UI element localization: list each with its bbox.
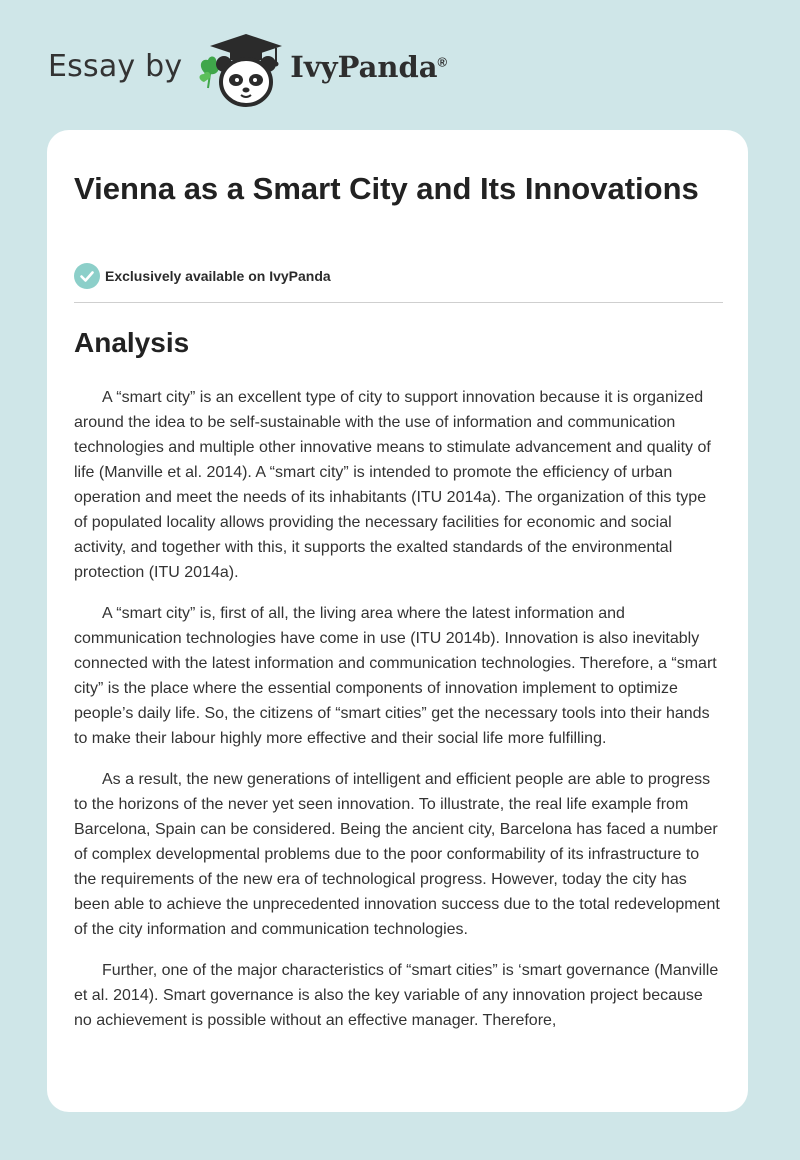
essay-card xyxy=(47,130,748,1112)
brand-prefix: Essay by xyxy=(48,48,183,84)
brand-header xyxy=(48,30,447,110)
paragraph: A “smart city” is an excellent type of city to support innovation because it is organized around the idea to be self-sustainable with the use of information and communication technologies and multiple other innovative means to stimulate advancement and quality of life (Manville et al. 2014). A “smart city” is intended to promote the efficiency of urban operation and meet the needs of its inhabitants (ITU 2014a). The organization of this type of populated locality allows providing the necessary facilities for economic and social activity, and together with this, it supports the exalted standards of the environmental protection (ITU 2014a). xyxy=(74,389,711,581)
exclusive-badge xyxy=(74,263,723,289)
brand-name xyxy=(290,50,447,84)
section-heading: Analysis xyxy=(74,327,190,358)
paragraph: As a result, the new generations of intelligent and efficient people are able to progress to the horizons of the never yet seen innovation. To illustrate, the real life example from Barcelona, Spain can be considered. Being the ancient city, Barcelona has faced a number of complex developmental problems due to the poor conformability of its infrastructure to the requirements of the new era of technological progress. However, today the city has been able to achieve the unprecedented innovation success due to the total redevelopment of the city information and communication technologies. xyxy=(74,771,720,938)
page-title: Vienna as a Smart City and Its Innovations xyxy=(74,171,699,206)
registered-mark: ® xyxy=(437,54,448,70)
article-body xyxy=(74,385,723,1049)
brand-name-text: IvyPanda xyxy=(290,50,438,84)
check-badge-icon xyxy=(74,263,100,289)
paragraph: Further, one of the major characteristics of “smart cities” is ‘smart governance (Manville et al. 2014). Smart governance is also the key variable of any innovation project because no achievement is possible without an effective manager. Therefore, xyxy=(74,962,719,1029)
divider xyxy=(74,302,723,303)
ivypanda-logo-icon xyxy=(196,30,286,110)
exclusive-label: Exclusively available on IvyPanda xyxy=(105,268,331,284)
paragraph: A “smart city” is, first of all, the living area where the latest information and communication technologies have come in use (ITU 2014b). Innovation is also inevitably connected with the latest information and communication technologies. Therefore, a “smart city” is the place where the essential components of innovation implement to optimize people’s daily life. So, the citizens of “smart cities” get the necessary tools into their hands to make their labour highly more effective and their social life more fulfilling. xyxy=(74,605,717,747)
